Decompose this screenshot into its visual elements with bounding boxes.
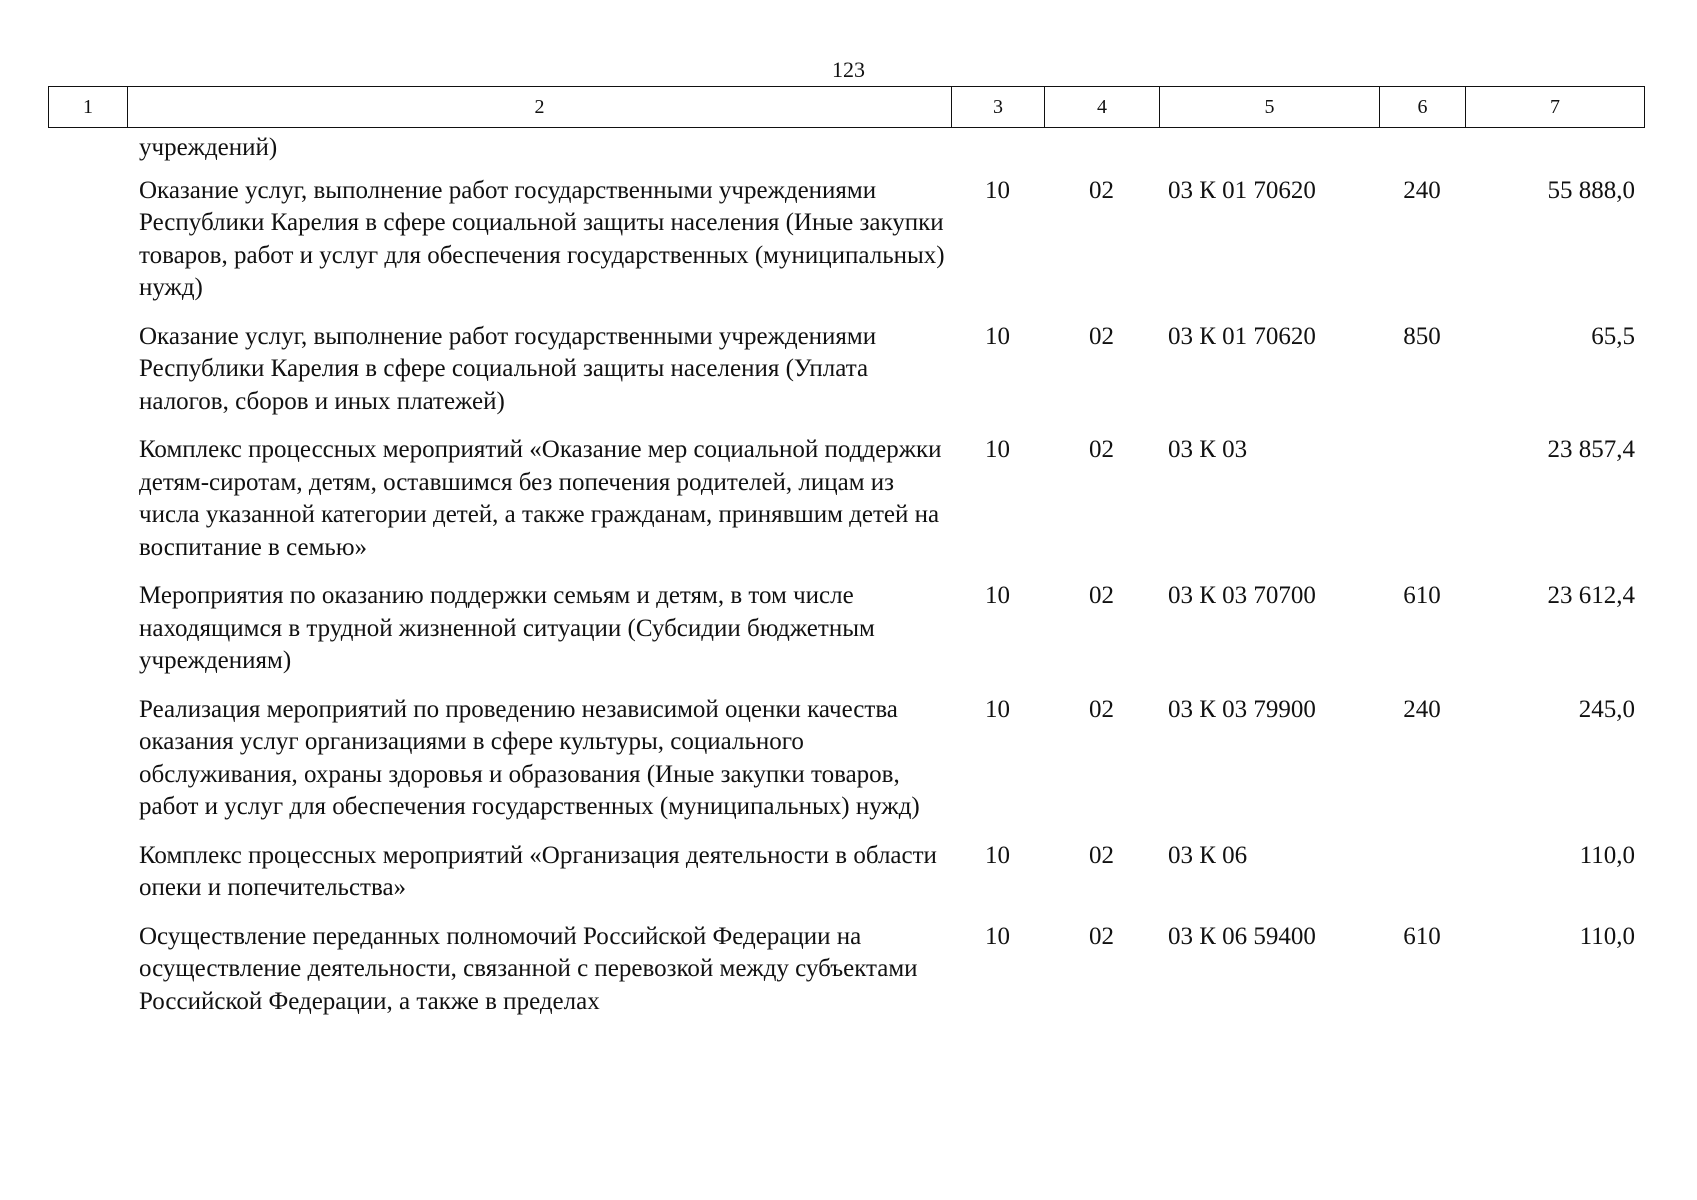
row-section: 10: [985, 322, 1010, 350]
table-row: [48, 921, 1644, 1019]
row-name: Осуществление переданных полномочий Российской Федерации на осуществление деятельности, связанной с перевозкой между субъектами Российской Федерации, а также в пределах: [139, 922, 918, 1015]
row-expense-type: 610: [1403, 582, 1441, 609]
header-col-7: 7: [1466, 87, 1645, 128]
row-section: 10: [985, 841, 1010, 869]
row-target-code: 03 К 01 70620: [1168, 322, 1316, 350]
header-col-3: 3: [952, 87, 1045, 128]
table-row: [48, 580, 1644, 678]
row-sum: 110,0: [1579, 922, 1635, 950]
row-target-code: 03 К 03: [1168, 436, 1248, 463]
row-expense-type: 240: [1403, 695, 1441, 723]
row-subsection: 02: [1089, 695, 1114, 723]
row-sum: 23 857,4: [1547, 436, 1635, 463]
row-expense-type: 610: [1403, 922, 1441, 950]
row-section: 10: [985, 582, 1010, 609]
row-name: Мероприятия по оказанию поддержки семьям и детям, в том числе находящимся в трудной жизненной ситуации (Субсидии бюджетным учреждениям): [139, 582, 875, 674]
row-subsection: 02: [1089, 582, 1114, 609]
row-expense-type: 850: [1403, 322, 1441, 350]
header-col-4: 4: [1045, 87, 1160, 128]
row-subsection: 02: [1089, 176, 1114, 204]
row-expense-type: [1379, 840, 1465, 905]
row-subsection: 02: [1089, 322, 1114, 350]
row-sum: 110,0: [1579, 841, 1635, 869]
row-name: Оказание услуг, выполнение работ государственными учреждениями Республики Карелия в сфере социальной защиты населения (Иные закупки товаров, работ и услуг для обеспечения государственных (муниципальных) нужд): [139, 176, 945, 301]
row-section: 10: [985, 436, 1010, 463]
table-row: [48, 840, 1644, 905]
row-name: Оказание услуг, выполнение работ государственными учреждениями Республики Карелия в сфере социальной защиты населения (Уплата налогов, сборов и иных платежей): [139, 322, 877, 415]
row-section: 10: [985, 695, 1010, 723]
table-row: [48, 321, 1644, 419]
table-row: [48, 694, 1644, 824]
row-section: 10: [985, 922, 1010, 950]
header-col-5: 5: [1160, 87, 1380, 128]
header-col-6: 6: [1380, 87, 1466, 128]
row-subsection: 02: [1089, 436, 1114, 463]
table-row: [48, 434, 1644, 564]
row-subsection: 02: [1089, 922, 1114, 950]
header-col-1: 1: [49, 87, 128, 128]
header-row: [49, 87, 1645, 128]
continuation-text: учреждений): [139, 134, 278, 161]
row-subsection: 02: [1089, 841, 1114, 869]
row-section: 10: [985, 176, 1010, 204]
header-col-2: 2: [128, 87, 952, 128]
table-body: [48, 132, 1644, 1034]
continuation-row: [48, 132, 1644, 165]
row-target-code: 03 К 06 59400: [1168, 922, 1316, 950]
table-row: [48, 175, 1644, 305]
row-sum: 245,0: [1578, 695, 1635, 723]
row-sum: 55 888,0: [1547, 176, 1635, 204]
row-name: Комплекс процессных мероприятий «Оказание мер социальной поддержки детям-сиротам, детям, оставшимся без попечения родителей, лицам из числа указанной категории детей, а также гражданам, принявшим детей на воспитание в семью»: [139, 436, 942, 561]
row-target-code: 03 К 03 79900: [1168, 695, 1316, 723]
row-sum: 65,5: [1591, 322, 1635, 350]
row-expense-type: [1379, 434, 1465, 564]
row-target-code: 03 К 03 70700: [1168, 582, 1316, 609]
row-target-code: 03 К 06: [1168, 841, 1248, 869]
row-name: Реализация мероприятий по проведению независимой оценки качества оказания услуг организациями в сфере культуры, социального обслуживания, охраны здоровья и образования (Иные закупки товаров, работ и услуг для обеспечения государственных (муниципальных) нужд): [139, 695, 920, 820]
row-name: Комплекс процессных мероприятий «Организация деятельности в области опеки и попечительства»: [139, 841, 937, 901]
row-target-code: 03 К 01 70620: [1168, 176, 1316, 204]
page-number: 123: [832, 57, 865, 82]
row-expense-type: 240: [1403, 176, 1441, 204]
row-sum: 23 612,4: [1547, 582, 1635, 609]
table-header: [48, 86, 1645, 128]
